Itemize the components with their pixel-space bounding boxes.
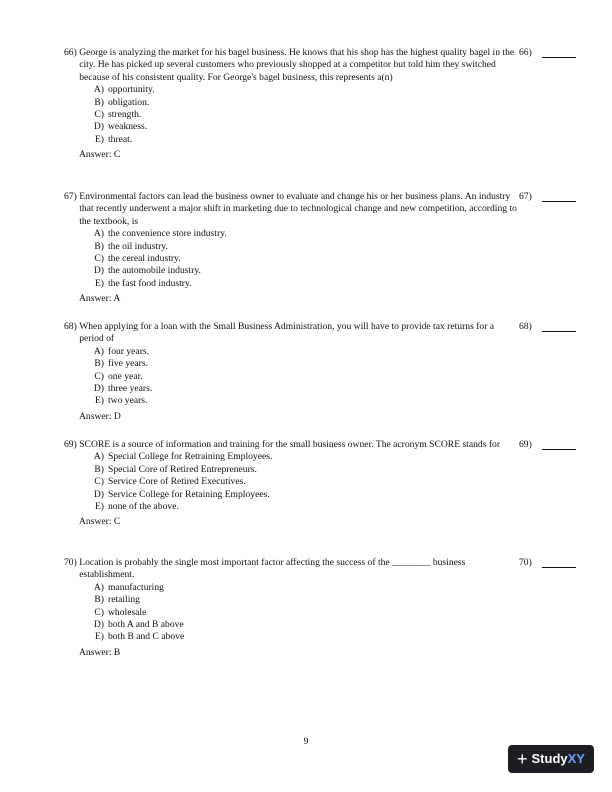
choice-c: C) strength.: [94, 109, 142, 121]
question-number: 70): [64, 557, 77, 568]
answer-line: Answer: D: [79, 410, 121, 422]
question-number: 69): [64, 439, 77, 450]
question-text: Environmental factors can lead the business owner to evaluate and change his or her business plans. An industry that recently underwent a major shift in marketing due to technological change and new competition, according to the textbook, is: [79, 191, 517, 227]
choice-b: B) the oil industry.: [94, 240, 168, 252]
answer-blank-69[interactable]: [542, 449, 576, 450]
question-69: [64, 439, 518, 529]
choice-d: D) weakness.: [93, 121, 148, 133]
choice-c: C) one year.: [94, 370, 143, 382]
choice-list: [92, 451, 518, 513]
answer-blank-66[interactable]: [542, 57, 576, 58]
choice-d: D) three years.: [93, 383, 153, 395]
question-stem: [64, 439, 518, 451]
choice-a: A) Special College for Retraining Employees.: [93, 451, 273, 463]
page-number: 9: [303, 736, 309, 747]
answer-line: Answer: B: [79, 646, 121, 658]
choice-c: C) the cereal industry.: [94, 253, 181, 265]
answer-line: Answer: A: [79, 293, 121, 305]
question-stem: [64, 321, 518, 346]
choice-e: E) two years.: [94, 395, 148, 407]
logo-text-study: Study: [531, 750, 568, 766]
plus-icon: +: [517, 749, 528, 769]
question-text: SCORE is a source of information and training for the small business owner. The acronym SCORE stands for: [79, 439, 501, 450]
choice-e: E) the fast food industry.: [94, 277, 192, 289]
choice-b: B) Special Core of Retired Entrepreneurs.: [94, 463, 257, 475]
question-text: George is analyzing the market for his bagel business. He knows that his shop has the highest quality bagel in the city. He has picked up several customers who previously shopped at a competitor but told him they switched because of his consistent quality. For George's bagel business, this represents a(n): [79, 47, 515, 83]
answer-blank-70[interactable]: [542, 567, 576, 568]
logo-text-xy: XY: [567, 750, 585, 766]
choice-b: B) obligation.: [94, 96, 150, 108]
question-stem: [64, 47, 518, 84]
choice-e: E) both B and C above: [94, 631, 185, 643]
question-number: 67): [64, 191, 77, 202]
choice-list: [92, 228, 518, 290]
choice-d: D) the automobile industry.: [93, 265, 201, 277]
answer-blank-67[interactable]: [542, 201, 576, 202]
question-text: Location is probably the single most important factor affecting the success of the ________ business establishment.: [79, 557, 466, 581]
margin-number-69: 69): [519, 439, 532, 450]
margin-number-67: 67): [519, 191, 532, 202]
choice-b: B) retailing: [94, 594, 140, 606]
choice-a: A) opportunity.: [93, 84, 155, 96]
choice-a: A) four years.: [93, 345, 150, 357]
margin-number-66: 66): [519, 47, 532, 58]
choice-a: A) manufacturing: [93, 581, 164, 593]
question-number: 66): [64, 47, 77, 58]
choice-c: C) wholesale: [94, 606, 147, 618]
choice-e: E) threat.: [94, 133, 133, 145]
margin-number-70: 70): [519, 557, 532, 568]
question-68: [64, 321, 518, 423]
choice-a: A) the convenience store industry.: [93, 228, 227, 240]
choice-list: [92, 84, 518, 146]
question-stem: [64, 557, 518, 582]
choice-list: [92, 582, 518, 644]
question-67: [64, 191, 518, 306]
choice-e: E) none of the above.: [94, 501, 179, 513]
question-66: [64, 47, 518, 162]
answer-line: Answer: C: [79, 516, 121, 528]
question-70: [64, 557, 518, 659]
answer-blank-68[interactable]: [542, 331, 576, 332]
choice-d: D) Service College for Retaining Employees.: [93, 488, 270, 500]
margin-number-68: 68): [519, 321, 532, 332]
choice-c: C) Service Core of Retired Executives.: [94, 476, 246, 488]
answer-line: Answer: C: [79, 149, 121, 161]
choice-d: D) both A and B above: [93, 619, 184, 631]
question-number: 68): [64, 321, 77, 332]
question-stem: [64, 191, 518, 228]
question-text: When applying for a loan with the Small Business Administration, you will have to provide tax returns for a period of: [79, 321, 495, 345]
choice-b: B) five years.: [94, 358, 148, 370]
choice-list: [92, 346, 518, 408]
studyxy-logo[interactable]: [508, 745, 594, 773]
